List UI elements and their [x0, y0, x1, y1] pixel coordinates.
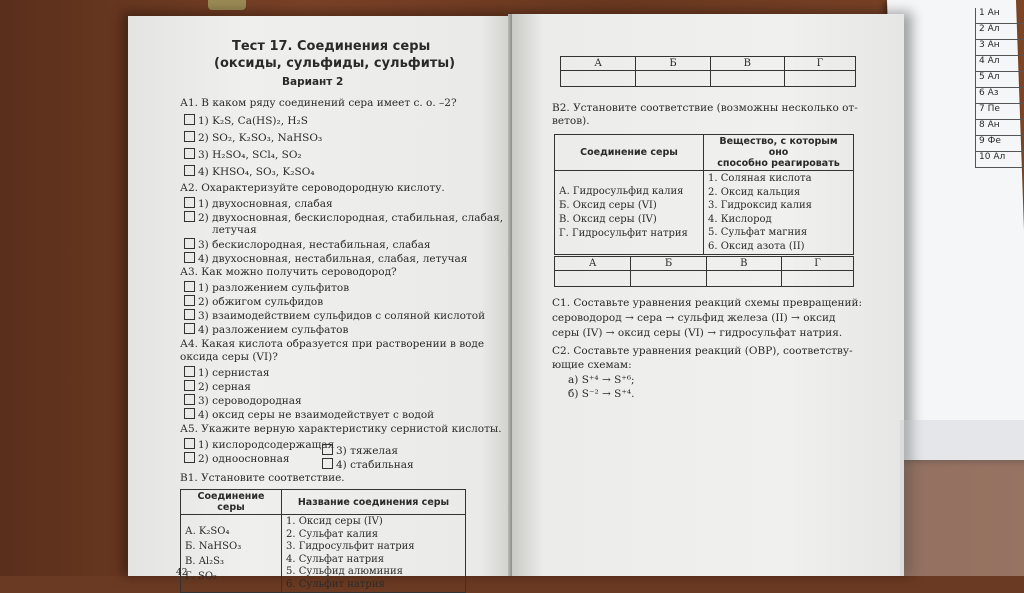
scheme-b: б) S⁻² → S⁺⁴.: [568, 388, 635, 400]
b1-match-table: [180, 489, 466, 593]
b1-col2-header: Название соединения серы: [282, 490, 466, 515]
b1-left-item: Б. NaHSO₃: [185, 540, 242, 552]
sheet-row: 10 Ал: [976, 152, 1024, 168]
b2-col2-header: [704, 135, 854, 171]
question-a5: А5. Укажите верную характеристику сернистой кислоты.: [180, 423, 502, 435]
b1-right-item: 4. Сульфат натрия: [286, 553, 385, 565]
checkbox-icon[interactable]: [184, 452, 195, 463]
answer-header: А: [561, 57, 636, 71]
b2-left-item: А. Гидросульфид калия: [559, 185, 684, 197]
b1-right-item: 2. Сульфат калия: [286, 528, 379, 540]
question-b1: В1. Установите соответствие.: [180, 472, 345, 484]
answer-header: В: [710, 57, 784, 71]
option-a2-4[interactable]: 4) двухосновная, нестабильная, слабая, летучая: [184, 252, 467, 266]
sheet-row: 6 Аз: [976, 88, 1024, 104]
answer-cell[interactable]: [706, 271, 781, 287]
checkbox-icon[interactable]: [184, 281, 195, 292]
b2-answer-table: [554, 256, 854, 287]
b1-right-item: 1. Оксид серы (IV): [286, 516, 383, 527]
b2-right-item: 5. Сульфат магния: [708, 227, 808, 238]
test-subtitle: (оксиды, сульфиды, сульфиты): [214, 56, 456, 71]
option-a5-1[interactable]: 1) кислородсодержащая: [184, 438, 334, 452]
answer-cell[interactable]: [555, 271, 631, 287]
paper-sheet-table: [975, 8, 1024, 168]
glass-overlay: [900, 420, 1024, 576]
b1-left-column: [181, 515, 282, 593]
option-a1-1[interactable]: 1) K₂S, Ca(HS)₂, H₂S: [184, 114, 308, 128]
answer-cell[interactable]: [710, 71, 784, 87]
question-c2-line2: ющие схемам:: [552, 359, 632, 371]
question-a4: А4. Какая кислота образуется при растворении в воде: [180, 338, 485, 350]
test-title: Тест 17. Соединения серы: [232, 39, 431, 54]
checkbox-icon[interactable]: [184, 408, 195, 419]
question-c1-line3: серы (IV) → оксид серы (VI) → гидросульфат натрия.: [552, 327, 843, 339]
b1-answer-table: [560, 56, 856, 87]
option-a2-2[interactable]: 2) двухосновная, бескислородная, стабильная, слабая,: [184, 211, 503, 225]
question-b2: В2. Установите соответствие (возможны несколько от-: [552, 102, 858, 114]
checkbox-icon[interactable]: [184, 148, 195, 159]
checkbox-icon[interactable]: [184, 165, 195, 176]
checkbox-icon[interactable]: [322, 444, 333, 455]
question-a4-cont: оксида серы (VI)?: [180, 351, 278, 363]
sheet-row: 4 Ал: [976, 56, 1024, 72]
question-c1: С1. Составьте уравнения реакций схемы превращений:: [552, 297, 862, 309]
option-a2-3[interactable]: 3) бескислородная, нестабильная, слабая: [184, 238, 430, 252]
option-a4-1[interactable]: 1) сернистая: [184, 366, 270, 380]
answer-cell[interactable]: [631, 271, 706, 287]
answer-header: Г: [782, 257, 854, 271]
b2-left-item: Б. Оксид серы (VI): [559, 199, 657, 211]
b2-col2-header-line: способно реагировать: [717, 158, 840, 169]
sheet-row: 9 Фе: [976, 136, 1024, 152]
b1-right-item: 5. Сульфид алюминия: [286, 566, 403, 577]
answer-cell[interactable]: [784, 71, 855, 87]
option-a5-2[interactable]: 2) одноосновная: [184, 452, 290, 466]
checkbox-icon[interactable]: [184, 252, 195, 263]
checkbox-icon[interactable]: [184, 295, 195, 306]
checkbox-icon[interactable]: [322, 458, 333, 469]
checkbox-icon[interactable]: [184, 366, 195, 377]
sheet-row: 5 Ал: [976, 72, 1024, 88]
question-a1: А1. В каком ряду соединений сера имеет с. о. –2?: [180, 97, 457, 109]
answer-header: А: [555, 257, 631, 271]
option-a1-4[interactable]: 4) KHSO₄, SO₃, K₂SO₄: [184, 165, 315, 179]
variant-label: Вариант 2: [282, 76, 344, 88]
page-number: 42: [176, 568, 188, 578]
option-a5-4[interactable]: 4) стабильная: [322, 458, 414, 472]
option-a4-2[interactable]: 2) серная: [184, 380, 251, 394]
checkbox-icon[interactable]: [184, 211, 195, 222]
answer-cell[interactable]: [636, 71, 710, 87]
sheet-row: 2 Ал: [976, 24, 1024, 40]
option-a4-4[interactable]: 4) оксид серы не взаимодействует с водой: [184, 408, 434, 422]
sheet-row: 7 Пе: [976, 104, 1024, 120]
answer-cell[interactable]: [561, 71, 636, 87]
b2-right-item: 6. Оксид азота (II): [708, 240, 805, 252]
b1-left-item: В. Al₂S₃: [185, 555, 224, 567]
answer-cell[interactable]: [782, 271, 854, 287]
question-c2: С2. Составьте уравнения реакций (ОВР), соответству-: [552, 345, 853, 357]
option-a3-3[interactable]: 3) взаимодействием сульфидов с соляной кислотой: [184, 309, 485, 323]
checkbox-icon[interactable]: [184, 380, 195, 391]
b2-col2-header-line: Вещество, с которым оно: [719, 136, 838, 158]
question-a2: А2. Охарактеризуйте сероводородную кислоту.: [180, 182, 445, 194]
b2-left-item: Г. Гидросульфит натрия: [559, 227, 688, 239]
b2-right-column: [704, 171, 854, 255]
checkbox-icon[interactable]: [184, 197, 195, 208]
answer-header: Б: [636, 57, 710, 71]
checkbox-icon[interactable]: [184, 438, 195, 449]
question-c1-line2: сероводород → сера → сульфид железа (II) → оксид: [552, 312, 836, 324]
left-page: [128, 16, 512, 590]
answer-header: Г: [784, 57, 855, 71]
b2-right-item: 1. Соляная кислота: [708, 173, 812, 184]
option-a4-3[interactable]: 3) сероводородная: [184, 394, 302, 408]
option-a3-4[interactable]: 4) разложением сульфатов: [184, 323, 348, 337]
b2-match-table: [554, 134, 854, 255]
option-a2-1[interactable]: 1) двухосновная, слабая: [184, 197, 333, 211]
b1-right-item: 3. Гидросульфит натрия: [286, 541, 415, 552]
b2-right-item: 4. Кислород: [708, 213, 772, 225]
b1-right-column: [282, 515, 466, 593]
checkbox-icon[interactable]: [184, 394, 195, 405]
sheet-row: 3 Ан: [976, 40, 1024, 56]
b1-left-item: Г. SO₂: [185, 570, 218, 582]
b1-right-item: 6. Сульфит натрия: [286, 578, 385, 590]
b2-col1-header: Соединение серы: [555, 135, 704, 171]
option-a3-1[interactable]: 1) разложением сульфитов: [184, 281, 349, 295]
checkbox-icon[interactable]: [184, 309, 195, 320]
question-b2-cont: ветов).: [552, 115, 590, 127]
right-page: [512, 14, 904, 576]
checkbox-icon[interactable]: [184, 114, 195, 125]
answer-header: Б: [631, 257, 706, 271]
answer-header: В: [706, 257, 781, 271]
checkbox-icon[interactable]: [184, 238, 195, 249]
b1-left-item: А. K₂SO₄: [185, 525, 230, 537]
option-a1-2[interactable]: 2) SO₂, K₂SO₃, NaHSO₃: [184, 131, 322, 145]
checkbox-icon[interactable]: [184, 323, 195, 334]
option-a3-2[interactable]: 2) обжигом сульфидов: [184, 295, 323, 309]
b1-col1-header: Соединение серы: [181, 490, 282, 515]
option-a5-3[interactable]: 3) тяжелая: [322, 444, 398, 458]
option-a2-2-cont: летучая: [212, 224, 257, 236]
b2-left-item: В. Оксид серы (IV): [559, 213, 657, 225]
desk-object: [208, 0, 246, 10]
question-a3: А3. Как можно получить сероводород?: [180, 266, 397, 278]
sheet-row: 8 Ан: [976, 120, 1024, 136]
scheme-a: а) S⁺⁴ → S⁺⁶;: [568, 374, 635, 386]
b2-right-item: 2. Оксид кальция: [708, 186, 801, 198]
b2-left-column: [555, 171, 704, 255]
b2-right-item: 3. Гидроксид калия: [708, 200, 812, 211]
checkbox-icon[interactable]: [184, 131, 195, 142]
sheet-row: 1 Ан: [976, 8, 1024, 24]
option-a1-3[interactable]: 3) H₂SO₄, SCl₄, SO₂: [184, 148, 302, 162]
